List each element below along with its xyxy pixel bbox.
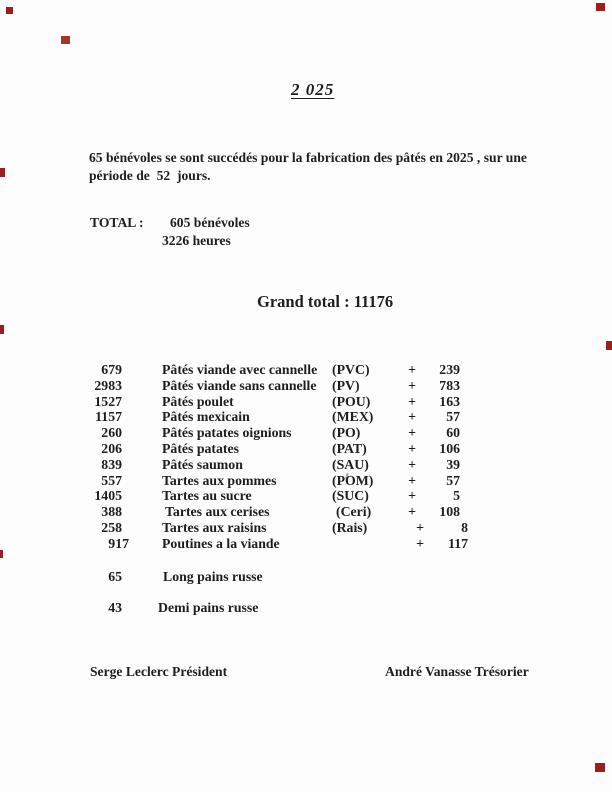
- additional-value: 60: [446, 425, 460, 441]
- quantity-value: 1405: [94, 488, 122, 504]
- additional-value: 106: [439, 440, 460, 456]
- additional-value: 5: [453, 488, 460, 504]
- plus-sign: +: [408, 362, 416, 377]
- product-label: Pâtés mexicain: [162, 409, 250, 425]
- plus-sign: +: [416, 535, 424, 551]
- scan-mark: [606, 341, 612, 350]
- plus-sign: +: [408, 393, 416, 409]
- table-row: [52, 473, 482, 489]
- product-code: (MEX): [332, 409, 374, 425]
- table-row: [52, 362, 482, 378]
- plus-sign: +: [408, 440, 416, 456]
- quantity-value: 1527: [94, 393, 122, 409]
- product-code: (POU): [332, 393, 371, 409]
- plus-sign: +: [408, 377, 416, 393]
- table-row: [52, 441, 482, 457]
- total-label: TOTAL :: [90, 215, 144, 230]
- product-label: Pâtés poulet: [162, 393, 234, 409]
- intro-line-2: période de 52 jours.: [89, 167, 211, 183]
- quantity-value: 260: [101, 425, 122, 441]
- additional-value: 117: [448, 535, 468, 551]
- scan-mark: [0, 325, 4, 334]
- plus-sign: +: [416, 519, 424, 535]
- product-label: Pâtés saumon: [162, 456, 243, 472]
- product-code: (Ceri): [336, 504, 372, 520]
- product-label: Tartes aux pommes: [162, 472, 277, 488]
- product-code: (PV): [332, 377, 360, 393]
- table-row: [52, 394, 482, 410]
- plus-sign: +: [408, 472, 416, 488]
- quantity-value: 388: [101, 504, 122, 520]
- intro-line-1: 65 bénévoles se sont succédés pour la fabrication des pâtés en 2025 , sur une: [89, 150, 527, 165]
- table-row: [52, 488, 482, 504]
- product-label: Pâtés patates oignions: [162, 425, 292, 441]
- table-row: [52, 504, 482, 520]
- total-hours: 3226 heures: [162, 233, 231, 248]
- scan-mark: [596, 3, 605, 11]
- scan-mark: [0, 168, 5, 177]
- total-volunteers: 605 bénévoles: [170, 215, 250, 230]
- intro-paragraph: [89, 149, 559, 184]
- additional-value: 39: [446, 456, 460, 472]
- product-code: (Rais): [332, 519, 368, 535]
- grand-total: Grand total : 11176: [257, 292, 394, 311]
- additional-value: 8: [461, 519, 468, 535]
- plus-sign: +: [408, 456, 416, 472]
- quantity-value: 2983: [94, 377, 122, 393]
- quantity-value: 43: [108, 600, 122, 615]
- signature-president: Serge Leclerc Président: [90, 664, 228, 679]
- quantity-value: 258: [101, 519, 122, 535]
- product-code: (POM): [332, 472, 374, 488]
- product-label: Poutines a la viande: [162, 535, 280, 551]
- bread-row-long: [52, 569, 482, 585]
- product-code: (SUC): [332, 488, 369, 504]
- quantity-value: 1157: [95, 409, 122, 425]
- additional-value: 163: [439, 393, 460, 409]
- product-label: Tartes aux raisins: [162, 519, 267, 535]
- plus-sign: +: [408, 409, 416, 425]
- product-code: (PAT): [332, 440, 367, 456]
- additional-value: 57: [446, 409, 460, 425]
- product-label: Pâtés viande avec cannelle: [162, 362, 318, 377]
- production-table: [52, 362, 482, 552]
- plus-sign: +: [408, 504, 416, 520]
- signature-treasurer: André Vanasse Trésorier: [385, 664, 529, 679]
- plus-sign: +: [408, 488, 416, 504]
- bread-row-demi: [52, 600, 482, 616]
- product-label: Pâtés patates: [162, 440, 240, 456]
- additional-value: 57: [446, 472, 460, 488]
- quantity-value: 557: [101, 472, 122, 488]
- additional-value: 783: [439, 377, 460, 393]
- additional-value: 108: [439, 504, 460, 520]
- table-row: [52, 536, 482, 552]
- table-row: [52, 520, 482, 536]
- product-label: Pâtés viande sans cannelle: [162, 377, 317, 393]
- quantity-value: 65: [108, 569, 122, 584]
- quantity-value: 679: [101, 362, 122, 377]
- quantity-value: 917: [108, 535, 129, 551]
- product-code: (PVC): [332, 362, 370, 377]
- product-code: (SAU): [332, 456, 369, 472]
- scan-mark: [61, 36, 70, 44]
- product-label: Demi pains russe: [158, 600, 259, 615]
- plus-sign: +: [408, 425, 416, 441]
- product-label: Long pains russe: [163, 569, 263, 584]
- table-row: [52, 409, 482, 425]
- scan-mark: [595, 763, 605, 772]
- table-row: [52, 378, 482, 394]
- scan-mark: [0, 550, 3, 558]
- quantity-value: 839: [101, 456, 122, 472]
- table-row: [52, 425, 482, 441]
- product-label: Tartes au sucre: [162, 488, 252, 504]
- scan-mark: [6, 7, 13, 14]
- year-title: 2 025: [291, 80, 335, 99]
- quantity-value: 206: [101, 440, 122, 456]
- additional-value: 239: [439, 362, 460, 377]
- product-label: Tartes aux cerises: [165, 504, 270, 520]
- product-code: (PO): [332, 425, 361, 441]
- table-row: [52, 457, 482, 473]
